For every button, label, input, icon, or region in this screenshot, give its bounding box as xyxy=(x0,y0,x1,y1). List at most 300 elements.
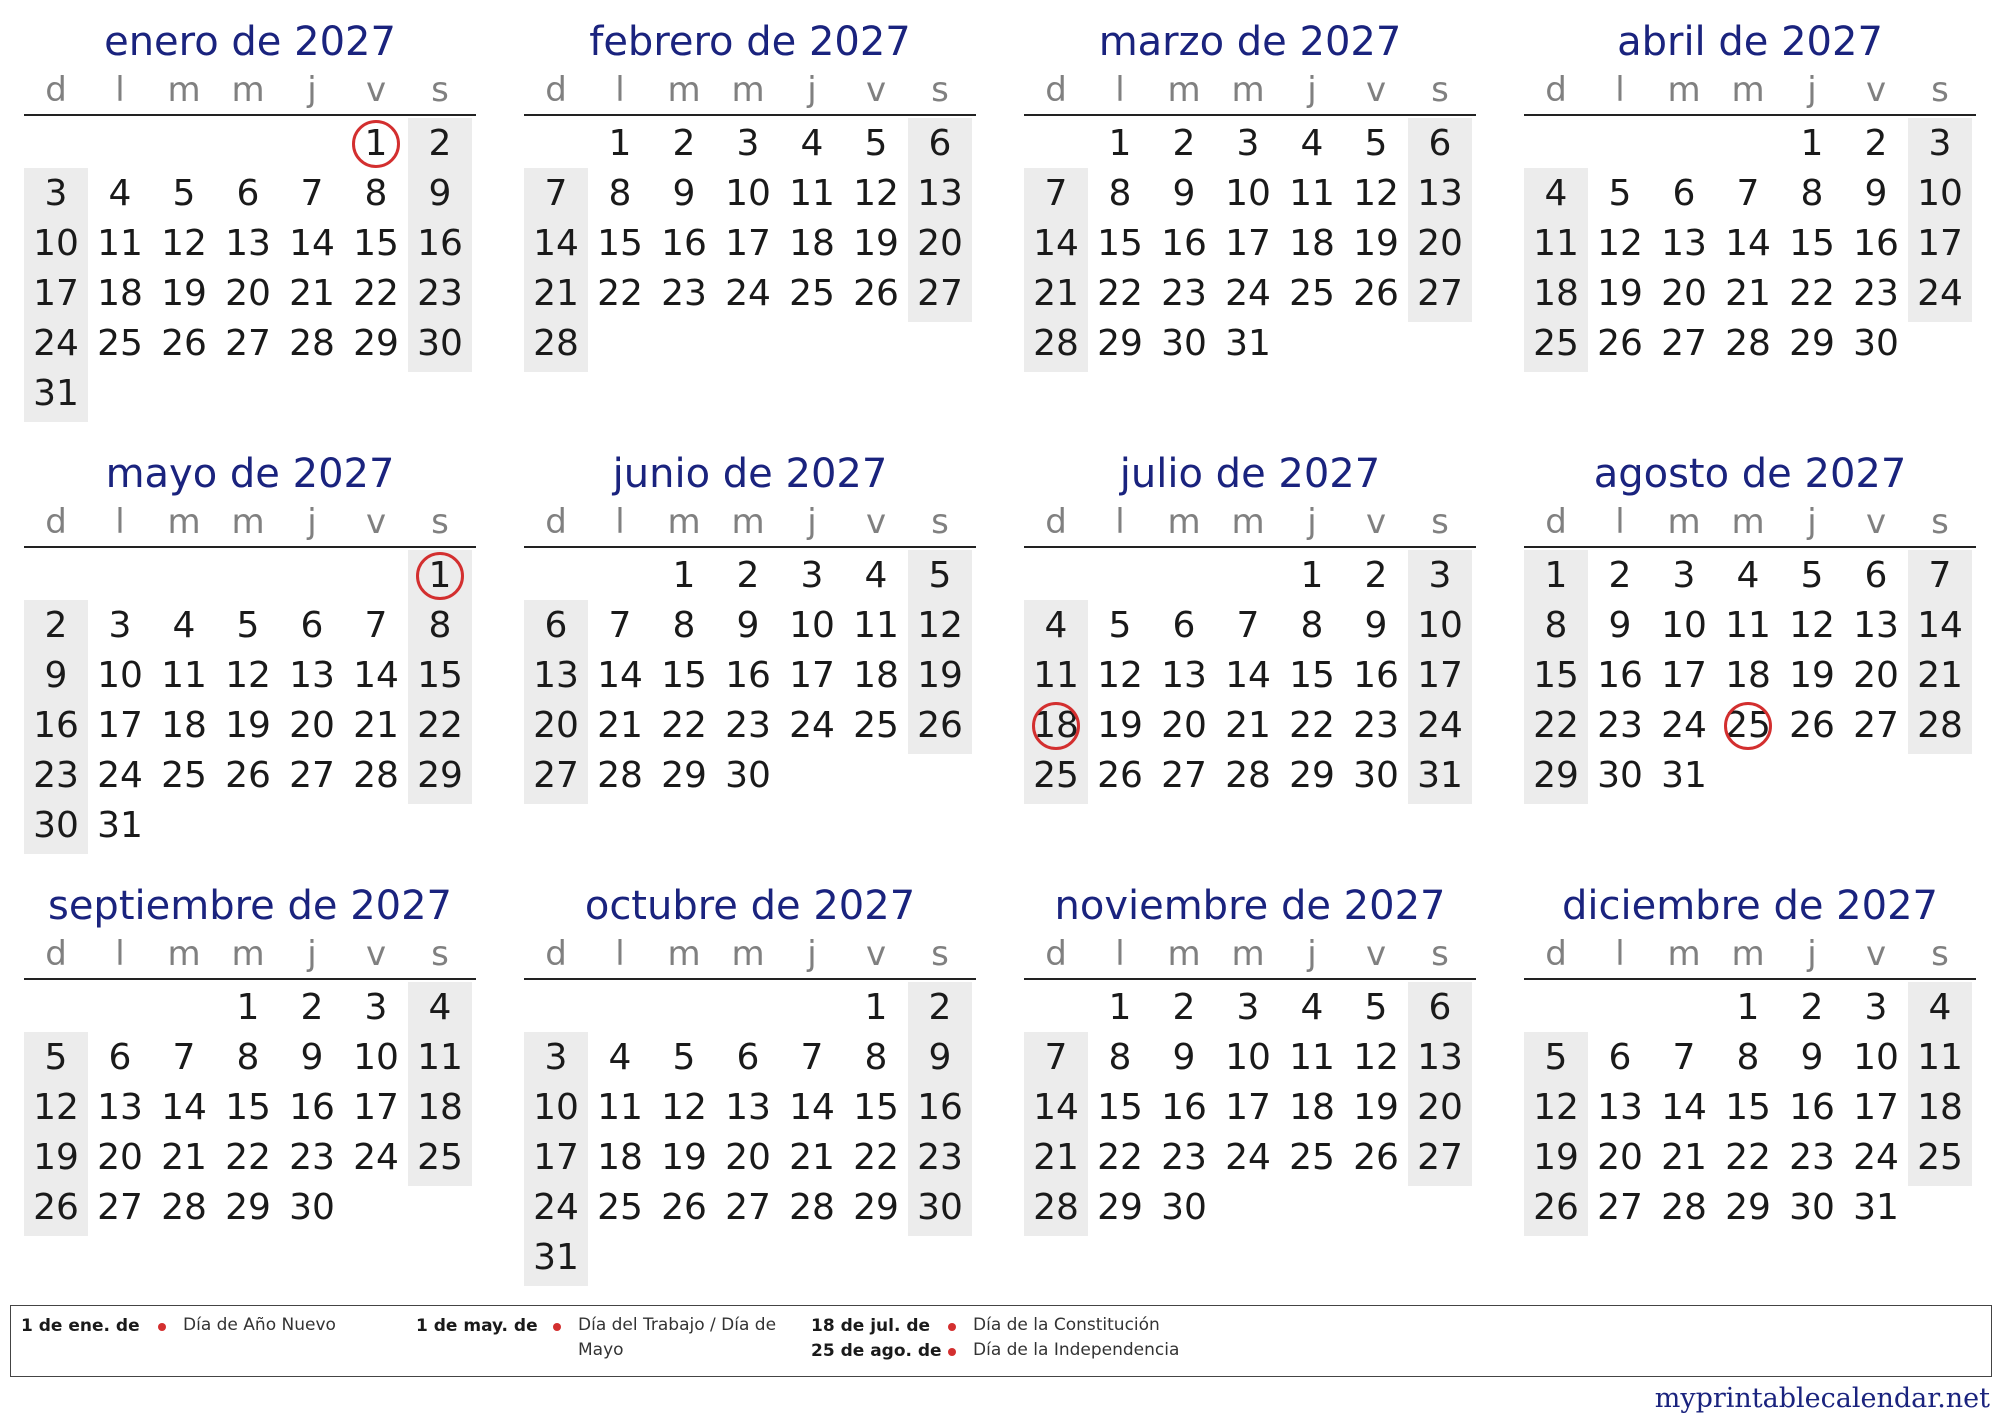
weekday-label: j xyxy=(807,70,817,110)
day-cell: 16 xyxy=(33,705,79,746)
day-cell: 30 xyxy=(417,323,463,364)
weekday-label: s xyxy=(931,70,949,110)
day-cell: 14 xyxy=(353,655,399,696)
weekday-label: m xyxy=(1167,934,1201,974)
day-cell: 13 xyxy=(1853,605,1899,646)
weekday-label: s xyxy=(1931,934,1949,974)
day-cell: 4 xyxy=(172,605,196,646)
header-divider xyxy=(1524,978,1976,980)
day-cell: 4 xyxy=(800,123,824,164)
weekday-label: m xyxy=(731,502,765,542)
day-cell: 22 xyxy=(597,273,643,314)
day-cell: 11 xyxy=(417,1037,463,1078)
day-cell: 10 xyxy=(1917,173,1963,214)
day-cell: 30 xyxy=(289,1187,335,1228)
day-cell: 23 xyxy=(1353,705,1399,746)
day-cell: 14 xyxy=(1033,1087,1079,1128)
day-cell: 4 xyxy=(608,1037,632,1078)
day-cell: 28 xyxy=(1917,705,1963,746)
weekday-label: d xyxy=(545,502,567,542)
weekday-label: l xyxy=(115,934,125,974)
day-cell: 26 xyxy=(1353,273,1399,314)
day-cell: 21 xyxy=(1725,273,1771,314)
day-cell: 22 xyxy=(1533,705,1579,746)
day-cell: 4 xyxy=(108,173,132,214)
header-divider xyxy=(1524,546,1976,548)
weekday-label: j xyxy=(1807,70,1817,110)
day-cell: 22 xyxy=(1725,1137,1771,1178)
day-cell: 10 xyxy=(533,1087,579,1128)
day-cell: 22 xyxy=(417,705,463,746)
day-cell: 6 xyxy=(236,173,260,214)
header-divider xyxy=(1024,978,1476,980)
day-cell: 2 xyxy=(1864,123,1888,164)
day-cell: 25 xyxy=(853,705,899,746)
day-cell: 1 xyxy=(1108,987,1132,1028)
weekday-label: v xyxy=(1365,502,1387,542)
day-cell: 3 xyxy=(1928,123,1952,164)
day-cell: 21 xyxy=(353,705,399,746)
legend-date-2: 1 de may. de xyxy=(416,1316,538,1336)
day-cell: 2 xyxy=(1364,555,1388,596)
weekday-label: l xyxy=(1615,502,1625,542)
day-cell: 30 xyxy=(1161,323,1207,364)
weekday-label: s xyxy=(431,934,449,974)
weekday-header xyxy=(524,934,976,974)
day-cell: 12 xyxy=(1353,1037,1399,1078)
weekday-label: s xyxy=(1431,934,1449,974)
weekday-label: v xyxy=(1365,70,1387,110)
day-cell: 31 xyxy=(1225,323,1271,364)
weekday-label: m xyxy=(1667,70,1701,110)
day-cell: 28 xyxy=(289,323,335,364)
day-cell: 27 xyxy=(1417,1137,1463,1178)
day-cell: 27 xyxy=(1661,323,1707,364)
day-cell: 25 xyxy=(1289,273,1335,314)
day-cell: 25 xyxy=(789,273,835,314)
day-cell: 2 xyxy=(428,123,452,164)
day-cell: 19 xyxy=(1597,273,1643,314)
day-cell: 27 xyxy=(97,1187,143,1228)
day-cell: 7 xyxy=(544,173,568,214)
day-cell: 19 xyxy=(1353,1087,1399,1128)
day-cell: 3 xyxy=(1428,555,1452,596)
day-cell: 24 xyxy=(1661,705,1707,746)
day-cell: 15 xyxy=(1725,1087,1771,1128)
day-cell: 25 xyxy=(417,1137,463,1178)
weekday-label: m xyxy=(167,934,201,974)
day-cell: 9 xyxy=(1800,1037,1824,1078)
weekday-label: m xyxy=(231,934,265,974)
day-cell: 5 xyxy=(172,173,196,214)
day-cell: 16 xyxy=(725,655,771,696)
day-cell: 21 xyxy=(789,1137,835,1178)
day-cell: 9 xyxy=(672,173,696,214)
day-cell: 9 xyxy=(428,173,452,214)
header-divider xyxy=(1024,114,1476,116)
day-cell: 23 xyxy=(1161,1137,1207,1178)
day-cell: 21 xyxy=(1033,273,1079,314)
legend-name-3: Día de la Constitución xyxy=(973,1315,1160,1335)
day-cell: 26 xyxy=(161,323,207,364)
day-cell: 30 xyxy=(1353,755,1399,796)
day-cell: 7 xyxy=(1044,1037,1068,1078)
day-cell: 31 xyxy=(97,805,143,846)
day-cell: 23 xyxy=(1789,1137,1835,1178)
weekday-header xyxy=(1024,70,1476,110)
day-cell: 17 xyxy=(353,1087,399,1128)
day-cell: 12 xyxy=(661,1087,707,1128)
day-cell: 14 xyxy=(161,1087,207,1128)
day-cell: 7 xyxy=(300,173,324,214)
day-cell: 7 xyxy=(608,605,632,646)
holiday-legend xyxy=(10,1305,1992,1377)
day-cell: 29 xyxy=(225,1187,271,1228)
weekday-label: m xyxy=(1167,70,1201,110)
day-cell: 17 xyxy=(533,1137,579,1178)
day-cell: 3 xyxy=(800,555,824,596)
day-cell: 3 xyxy=(1672,555,1696,596)
day-cell: 21 xyxy=(161,1137,207,1178)
weekday-label: j xyxy=(307,502,317,542)
day-cell: 12 xyxy=(853,173,899,214)
day-cell: 1 xyxy=(1544,555,1568,596)
day-cell: 25 xyxy=(1917,1137,1963,1178)
day-cell: 18 xyxy=(1725,655,1771,696)
day-cell: 19 xyxy=(1353,223,1399,264)
day-cell: 28 xyxy=(1725,323,1771,364)
weekday-label: s xyxy=(431,502,449,542)
day-cell: 13 xyxy=(1597,1087,1643,1128)
day-cell: 1 xyxy=(364,123,388,164)
day-cell: 13 xyxy=(1661,223,1707,264)
day-cell: 27 xyxy=(225,323,271,364)
day-cell: 29 xyxy=(1097,323,1143,364)
weekday-label: m xyxy=(731,70,765,110)
day-cell: 18 xyxy=(161,705,207,746)
day-cell: 30 xyxy=(1161,1187,1207,1228)
day-cell: 14 xyxy=(533,223,579,264)
day-cell: 3 xyxy=(364,987,388,1028)
day-cell: 20 xyxy=(533,705,579,746)
weekday-label: m xyxy=(231,70,265,110)
day-cell: 14 xyxy=(1033,223,1079,264)
day-cell: 9 xyxy=(1608,605,1632,646)
day-cell: 9 xyxy=(928,1037,952,1078)
legend-name-1: Día de Año Nuevo xyxy=(183,1315,336,1335)
header-divider xyxy=(524,978,976,980)
weekday-label: m xyxy=(1231,934,1265,974)
day-cell: 28 xyxy=(1033,323,1079,364)
day-cell: 11 xyxy=(853,605,899,646)
weekday-label: l xyxy=(615,934,625,974)
weekday-label: v xyxy=(365,934,387,974)
day-cell: 8 xyxy=(672,605,696,646)
day-cell: 11 xyxy=(597,1087,643,1128)
day-cell: 22 xyxy=(1097,1137,1143,1178)
day-cell: 25 xyxy=(97,323,143,364)
weekday-label: l xyxy=(115,70,125,110)
day-cell: 18 xyxy=(1917,1087,1963,1128)
day-cell: 3 xyxy=(108,605,132,646)
day-cell: 4 xyxy=(1544,173,1568,214)
legend-name-4: Día de la Independencia xyxy=(973,1340,1180,1360)
day-cell: 29 xyxy=(1533,755,1579,796)
day-cell: 23 xyxy=(661,273,707,314)
day-cell: 10 xyxy=(353,1037,399,1078)
day-cell: 21 xyxy=(1033,1137,1079,1178)
weekday-label: d xyxy=(545,70,567,110)
weekday-label: s xyxy=(1931,70,1949,110)
header-divider xyxy=(1524,114,1976,116)
weekday-label: m xyxy=(167,502,201,542)
weekday-label: v xyxy=(865,934,887,974)
weekday-label: d xyxy=(45,70,67,110)
day-cell: 11 xyxy=(161,655,207,696)
day-cell: 23 xyxy=(1853,273,1899,314)
day-cell: 1 xyxy=(1300,555,1324,596)
day-cell: 6 xyxy=(1428,123,1452,164)
weekday-label: d xyxy=(1045,502,1067,542)
day-cell: 2 xyxy=(736,555,760,596)
day-cell: 3 xyxy=(44,173,68,214)
weekday-label: v xyxy=(1865,934,1887,974)
day-cell: 5 xyxy=(236,605,260,646)
day-cell: 16 xyxy=(917,1087,963,1128)
day-cell: 22 xyxy=(1097,273,1143,314)
day-cell: 10 xyxy=(97,655,143,696)
day-cell: 12 xyxy=(1597,223,1643,264)
day-cell: 11 xyxy=(1533,223,1579,264)
day-cell: 31 xyxy=(533,1237,579,1278)
day-cell: 22 xyxy=(1789,273,1835,314)
day-cell: 18 xyxy=(97,273,143,314)
day-cell: 5 xyxy=(44,1037,68,1078)
day-cell: 28 xyxy=(161,1187,207,1228)
day-cell: 31 xyxy=(1853,1187,1899,1228)
weekday-label: d xyxy=(1545,934,1567,974)
day-cell: 16 xyxy=(417,223,463,264)
weekday-label: v xyxy=(1365,934,1387,974)
day-cell: 7 xyxy=(800,1037,824,1078)
day-cell: 28 xyxy=(353,755,399,796)
day-cell: 12 xyxy=(1097,655,1143,696)
day-cell: 12 xyxy=(161,223,207,264)
day-cell: 1 xyxy=(1108,123,1132,164)
month-title: marzo de 2027 xyxy=(1098,19,1402,65)
day-cell: 1 xyxy=(672,555,696,596)
day-cell: 15 xyxy=(1789,223,1835,264)
day-cell: 3 xyxy=(1236,987,1260,1028)
day-cell: 28 xyxy=(789,1187,835,1228)
day-cell: 4 xyxy=(1044,605,1068,646)
day-cell: 30 xyxy=(725,755,771,796)
weekday-label: v xyxy=(865,502,887,542)
legend-name-2: Día del Trabajo / Día de Mayo xyxy=(578,1315,777,1360)
weekday-header xyxy=(1524,502,1976,542)
day-cell: 16 xyxy=(1597,655,1643,696)
day-cell: 2 xyxy=(1172,987,1196,1028)
day-cell: 29 xyxy=(1097,1187,1143,1228)
day-cell: 19 xyxy=(1533,1137,1579,1178)
day-cell: 12 xyxy=(917,605,963,646)
day-cell: 2 xyxy=(672,123,696,164)
weekday-label: j xyxy=(807,934,817,974)
weekday-label: d xyxy=(1545,70,1567,110)
day-cell: 26 xyxy=(225,755,271,796)
day-cell: 31 xyxy=(1661,755,1707,796)
day-cell: 22 xyxy=(225,1137,271,1178)
header-divider xyxy=(24,114,476,116)
day-cell: 7 xyxy=(1736,173,1760,214)
day-cell: 26 xyxy=(853,273,899,314)
day-cell: 17 xyxy=(725,223,771,264)
weekday-label: m xyxy=(667,934,701,974)
weekday-label: j xyxy=(1307,934,1317,974)
weekday-label: d xyxy=(1045,934,1067,974)
day-cell: 13 xyxy=(1417,1037,1463,1078)
site-credit[interactable]: myprintablecalendar.net xyxy=(1654,1383,1990,1414)
day-cell: 11 xyxy=(1725,605,1771,646)
day-cell: 2 xyxy=(300,987,324,1028)
day-cell: 1 xyxy=(428,555,452,596)
weekday-label: l xyxy=(1615,70,1625,110)
day-cell: 2 xyxy=(1608,555,1632,596)
weekday-label: v xyxy=(865,70,887,110)
day-cell: 6 xyxy=(1428,987,1452,1028)
day-cell: 19 xyxy=(1789,655,1835,696)
day-cell: 7 xyxy=(1236,605,1260,646)
day-cell: 9 xyxy=(736,605,760,646)
day-cell: 25 xyxy=(597,1187,643,1228)
day-cell: 26 xyxy=(1353,1137,1399,1178)
weekday-label: m xyxy=(1667,934,1701,974)
day-cell: 8 xyxy=(1300,605,1324,646)
day-cell: 10 xyxy=(1417,605,1463,646)
weekday-label: l xyxy=(115,502,125,542)
day-cell: 15 xyxy=(1097,1087,1143,1128)
weekday-label: l xyxy=(1615,934,1625,974)
month-title: mayo de 2027 xyxy=(105,451,395,497)
day-cell: 6 xyxy=(736,1037,760,1078)
day-cell: 6 xyxy=(108,1037,132,1078)
day-cell: 24 xyxy=(725,273,771,314)
weekday-label: v xyxy=(365,502,387,542)
month-title: agosto de 2027 xyxy=(1593,451,1907,497)
weekday-label: s xyxy=(1431,70,1449,110)
day-cell: 14 xyxy=(1225,655,1271,696)
day-cell: 27 xyxy=(917,273,963,314)
day-cell: 7 xyxy=(1044,173,1068,214)
day-cell: 17 xyxy=(1225,223,1271,264)
day-cell: 30 xyxy=(33,805,79,846)
weekday-label: m xyxy=(1667,502,1701,542)
day-cell: 24 xyxy=(1917,273,1963,314)
header-divider xyxy=(1024,546,1476,548)
day-cell: 22 xyxy=(1289,705,1335,746)
weekday-label: j xyxy=(807,502,817,542)
day-cell: 28 xyxy=(1661,1187,1707,1228)
weekday-label: m xyxy=(1231,502,1265,542)
weekday-header xyxy=(24,502,476,542)
day-cell: 10 xyxy=(725,173,771,214)
day-cell: 17 xyxy=(1417,655,1463,696)
day-cell: 27 xyxy=(725,1187,771,1228)
day-cell: 10 xyxy=(1853,1037,1899,1078)
day-cell: 8 xyxy=(1544,605,1568,646)
day-cell: 11 xyxy=(1033,655,1079,696)
weekday-label: m xyxy=(1731,934,1765,974)
day-cell: 12 xyxy=(1353,173,1399,214)
day-cell: 24 xyxy=(33,323,79,364)
day-cell: 5 xyxy=(1544,1037,1568,1078)
day-cell: 5 xyxy=(864,123,888,164)
day-cell: 3 xyxy=(736,123,760,164)
day-cell: 2 xyxy=(1800,987,1824,1028)
day-cell: 11 xyxy=(1917,1037,1963,1078)
weekday-header xyxy=(1024,502,1476,542)
day-cell: 27 xyxy=(1161,755,1207,796)
day-cell: 7 xyxy=(1672,1037,1696,1078)
day-cell: 15 xyxy=(1289,655,1335,696)
day-cell: 19 xyxy=(225,705,271,746)
day-cell: 9 xyxy=(1172,173,1196,214)
day-cell: 18 xyxy=(1289,1087,1335,1128)
day-cell: 26 xyxy=(1597,323,1643,364)
day-cell: 15 xyxy=(1097,223,1143,264)
weekday-header xyxy=(1524,70,1976,110)
day-cell: 5 xyxy=(1800,555,1824,596)
weekday-label: s xyxy=(931,502,949,542)
day-cell: 16 xyxy=(289,1087,335,1128)
day-cell: 17 xyxy=(1661,655,1707,696)
day-cell: 9 xyxy=(1172,1037,1196,1078)
day-cell: 6 xyxy=(544,605,568,646)
header-divider xyxy=(24,978,476,980)
day-cell: 15 xyxy=(353,223,399,264)
day-cell: 29 xyxy=(1789,323,1835,364)
day-cell: 7 xyxy=(172,1037,196,1078)
day-cell: 19 xyxy=(661,1137,707,1178)
weekday-label: j xyxy=(1307,502,1317,542)
day-cell: 8 xyxy=(428,605,452,646)
day-cell: 14 xyxy=(789,1087,835,1128)
day-cell: 4 xyxy=(1928,987,1952,1028)
day-cell: 12 xyxy=(225,655,271,696)
day-cell: 12 xyxy=(1533,1087,1579,1128)
holiday-dot-icon xyxy=(553,1323,561,1331)
day-cell: 1 xyxy=(864,987,888,1028)
day-cell: 28 xyxy=(597,755,643,796)
weekday-label: j xyxy=(307,934,317,974)
day-cell: 16 xyxy=(1853,223,1899,264)
day-cell: 14 xyxy=(1917,605,1963,646)
day-cell: 20 xyxy=(917,223,963,264)
day-cell: 8 xyxy=(1108,173,1132,214)
day-cell: 30 xyxy=(1789,1187,1835,1228)
day-cell: 8 xyxy=(364,173,388,214)
day-cell: 23 xyxy=(917,1137,963,1178)
day-cell: 22 xyxy=(853,1137,899,1178)
day-cell: 4 xyxy=(1300,123,1324,164)
day-cell: 1 xyxy=(236,987,260,1028)
day-cell: 29 xyxy=(853,1187,899,1228)
weekday-label: d xyxy=(1045,70,1067,110)
weekday-label: l xyxy=(1115,934,1125,974)
day-cell: 16 xyxy=(661,223,707,264)
day-cell: 6 xyxy=(928,123,952,164)
day-cell: 6 xyxy=(1608,1037,1632,1078)
